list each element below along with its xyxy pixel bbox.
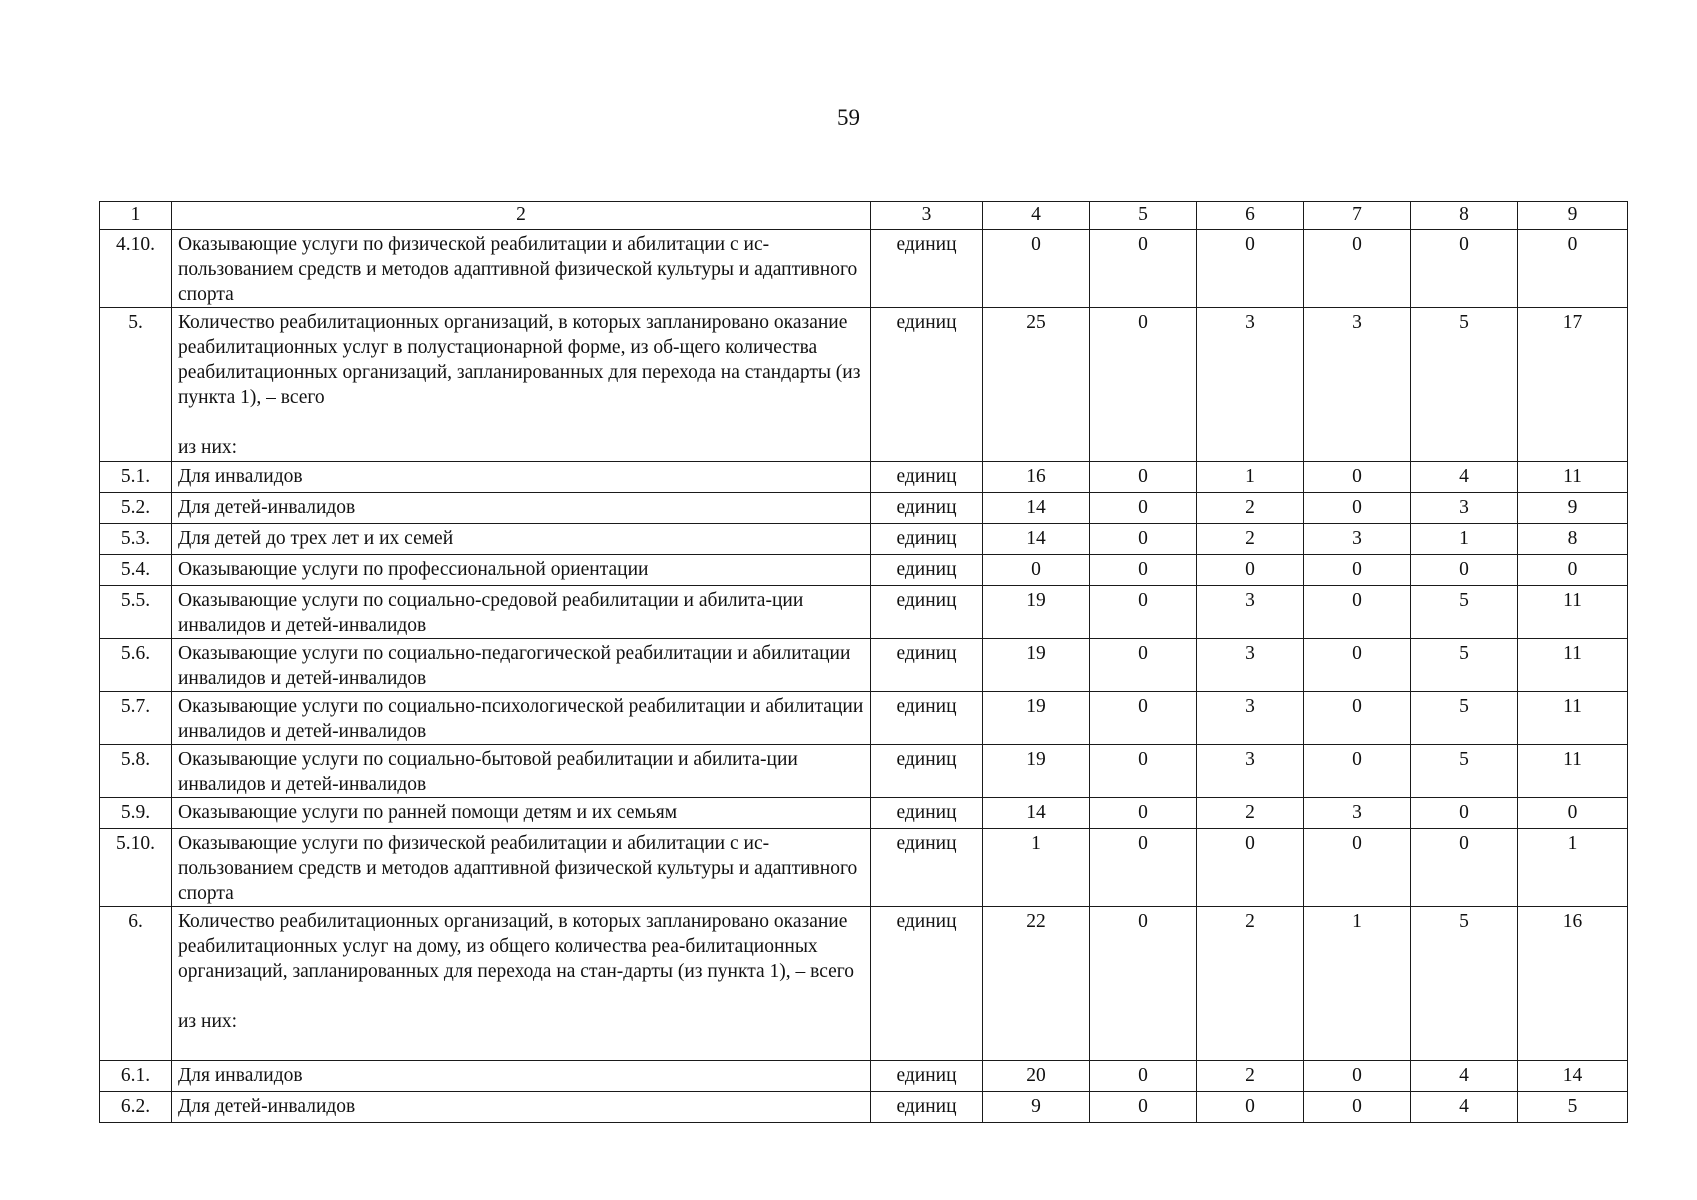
row-unit: единиц [871, 745, 983, 798]
row-unit: единиц [871, 798, 983, 829]
row-description [172, 692, 871, 745]
row-value-col-5: 0 [1090, 308, 1197, 462]
row-value-col-9: 0 [1518, 798, 1628, 829]
row-value-col-9: 0 [1518, 230, 1628, 308]
row-number: 6.2. [100, 1092, 172, 1123]
row-value-col-4: 19 [983, 692, 1090, 745]
row-unit: единиц [871, 230, 983, 308]
row-unit: единиц [871, 639, 983, 692]
row-value-col-7: 0 [1304, 1061, 1411, 1092]
row-value-col-9: 0 [1518, 555, 1628, 586]
row-description-text: Оказывающие услуги по ранней помощи детям и их семьям [178, 802, 678, 823]
row-value-col-8: 3 [1411, 493, 1518, 524]
row-number: 5. [100, 308, 172, 462]
row-unit: единиц [871, 493, 983, 524]
row-value-col-6: 0 [1197, 555, 1304, 586]
row-unit: единиц [871, 692, 983, 745]
row-description-text: Оказывающие услуги по физической реабилитации и абилитации с ис-пользованием средств и методов адаптивной физической культуры и адаптивного спорта [178, 234, 858, 305]
row-value-col-9: 1 [1518, 829, 1628, 907]
row-description-text: Для детей до трех лет и их семей [178, 528, 454, 549]
row-value-col-6: 3 [1197, 308, 1304, 462]
row-number: 5.10. [100, 829, 172, 907]
row-unit: единиц [871, 829, 983, 907]
row-description-text: Оказывающие услуги по социально-педагогической реабилитации и абилитации инвалидов и детей-инвалидов [178, 643, 851, 689]
row-value-col-7: 0 [1304, 462, 1411, 493]
row-description-text: Для инвалидов [178, 1065, 303, 1086]
row-value-col-8: 5 [1411, 692, 1518, 745]
row-value-col-5: 0 [1090, 829, 1197, 907]
table-row [100, 907, 1628, 1061]
header-cell-5: 5 [1090, 202, 1197, 230]
header-cell-9: 9 [1518, 202, 1628, 230]
row-value-col-7: 0 [1304, 493, 1411, 524]
row-value-col-4: 0 [983, 555, 1090, 586]
row-value-col-9: 14 [1518, 1061, 1628, 1092]
row-description [172, 308, 871, 462]
data-table [99, 201, 1628, 1123]
row-number: 5.2. [100, 493, 172, 524]
row-value-col-8: 5 [1411, 586, 1518, 639]
row-value-col-5: 0 [1090, 555, 1197, 586]
row-value-col-6: 1 [1197, 462, 1304, 493]
table-row [100, 639, 1628, 692]
row-unit: единиц [871, 1092, 983, 1123]
row-value-col-8: 5 [1411, 308, 1518, 462]
row-value-col-6: 3 [1197, 692, 1304, 745]
row-value-col-7: 0 [1304, 639, 1411, 692]
row-value-col-6: 2 [1197, 798, 1304, 829]
row-description [172, 798, 871, 829]
row-value-col-9: 11 [1518, 462, 1628, 493]
row-value-col-8: 0 [1411, 829, 1518, 907]
row-value-col-5: 0 [1090, 493, 1197, 524]
table-row [100, 829, 1628, 907]
row-value-col-5: 0 [1090, 1092, 1197, 1123]
row-description [172, 586, 871, 639]
row-value-col-9: 11 [1518, 586, 1628, 639]
row-description-text: Оказывающие услуги по социально-средовой реабилитации и абилита-ции инвалидов и детей-инвалидов [178, 590, 804, 636]
row-unit: единиц [871, 1061, 983, 1092]
row-number: 5.1. [100, 462, 172, 493]
row-description [172, 524, 871, 555]
row-value-col-4: 19 [983, 639, 1090, 692]
row-value-col-5: 0 [1090, 586, 1197, 639]
row-description-text: Для инвалидов [178, 466, 303, 487]
table-row [100, 692, 1628, 745]
row-number: 5.8. [100, 745, 172, 798]
row-number: 4.10. [100, 230, 172, 308]
row-value-col-6: 2 [1197, 1061, 1304, 1092]
row-value-col-6: 2 [1197, 524, 1304, 555]
row-value-col-4: 19 [983, 586, 1090, 639]
row-value-col-5: 0 [1090, 639, 1197, 692]
row-value-col-9: 16 [1518, 907, 1628, 1061]
row-description [172, 1061, 871, 1092]
row-description [172, 555, 871, 586]
row-value-col-9: 11 [1518, 639, 1628, 692]
row-value-col-7: 0 [1304, 692, 1411, 745]
table-row [100, 524, 1628, 555]
row-value-col-4: 16 [983, 462, 1090, 493]
row-value-col-7: 0 [1304, 230, 1411, 308]
table-row [100, 555, 1628, 586]
row-description-text: Для детей-инвалидов [178, 497, 356, 518]
row-unit: единиц [871, 462, 983, 493]
header-cell-3: 3 [871, 202, 983, 230]
table-body [100, 202, 1628, 1123]
row-value-col-6: 0 [1197, 1092, 1304, 1123]
row-value-col-4: 9 [983, 1092, 1090, 1123]
row-value-col-6: 0 [1197, 829, 1304, 907]
row-number: 6. [100, 907, 172, 1061]
table-row [100, 1092, 1628, 1123]
table-row [100, 1061, 1628, 1092]
row-value-col-9: 11 [1518, 745, 1628, 798]
row-description-text: Оказывающие услуги по социально-бытовой реабилитации и абилита-ции инвалидов и детей-инвалидов [178, 749, 798, 795]
header-cell-2: 2 [172, 202, 871, 230]
row-description [172, 493, 871, 524]
row-description [172, 829, 871, 907]
row-value-col-9: 9 [1518, 493, 1628, 524]
header-cell-1: 1 [100, 202, 172, 230]
row-number: 5.3. [100, 524, 172, 555]
table-row [100, 798, 1628, 829]
row-value-col-8: 5 [1411, 907, 1518, 1061]
header-cell-7: 7 [1304, 202, 1411, 230]
row-unit: единиц [871, 586, 983, 639]
row-description [172, 230, 871, 308]
row-description-text: Количество реабилитационных организаций, в которых запланировано оказание реабилитационных услуг на дому, из общего количества реа-билитационных организаций, запланированных для перехода на стан-дарты (из пункта 1), – всего [178, 911, 855, 982]
row-value-col-4: 20 [983, 1061, 1090, 1092]
row-value-col-8: 0 [1411, 555, 1518, 586]
header-cell-6: 6 [1197, 202, 1304, 230]
header-cell-4: 4 [983, 202, 1090, 230]
row-value-col-8: 4 [1411, 462, 1518, 493]
row-description [172, 639, 871, 692]
row-value-col-5: 0 [1090, 524, 1197, 555]
row-unit: единиц [871, 308, 983, 462]
row-unit: единиц [871, 555, 983, 586]
row-description-text: Оказывающие услуги по социально-психологической реабилитации и абилитации инвалидов и детей-инвалидов [178, 696, 864, 742]
row-number: 5.7. [100, 692, 172, 745]
row-value-col-7: 0 [1304, 555, 1411, 586]
row-description [172, 745, 871, 798]
header-cell-8: 8 [1411, 202, 1518, 230]
row-value-col-9: 11 [1518, 692, 1628, 745]
row-value-col-5: 0 [1090, 798, 1197, 829]
table-row [100, 308, 1628, 462]
row-value-col-6: 3 [1197, 586, 1304, 639]
row-description-text: Для детей-инвалидов [178, 1096, 356, 1117]
row-description [172, 1092, 871, 1123]
table-row [100, 745, 1628, 798]
row-description-text: Количество реабилитационных организаций, в которых запланировано оказание реабилитационных услуг в полустационарной форме, из об-щего количества реабилитационных организаций, запланированных для перехода на стандарты (из пункта 1), – всего [178, 312, 861, 408]
row-value-col-6: 3 [1197, 745, 1304, 798]
row-value-col-4: 14 [983, 524, 1090, 555]
row-unit: единиц [871, 907, 983, 1061]
row-description [172, 907, 871, 1061]
row-value-col-7: 3 [1304, 524, 1411, 555]
row-value-col-6: 2 [1197, 907, 1304, 1061]
row-unit: единиц [871, 524, 983, 555]
row-value-col-5: 0 [1090, 462, 1197, 493]
row-number: 5.4. [100, 555, 172, 586]
row-value-col-8: 5 [1411, 745, 1518, 798]
row-value-col-9: 17 [1518, 308, 1628, 462]
row-number: 5.6. [100, 639, 172, 692]
table-row [100, 493, 1628, 524]
row-value-col-9: 8 [1518, 524, 1628, 555]
table-row [100, 462, 1628, 493]
row-value-col-5: 0 [1090, 907, 1197, 1061]
row-value-col-8: 0 [1411, 230, 1518, 308]
row-value-col-7: 0 [1304, 829, 1411, 907]
row-value-col-4: 19 [983, 745, 1090, 798]
row-value-col-9: 5 [1518, 1092, 1628, 1123]
row-value-col-6: 2 [1197, 493, 1304, 524]
row-value-col-5: 0 [1090, 692, 1197, 745]
row-value-col-7: 0 [1304, 1092, 1411, 1123]
row-value-col-5: 0 [1090, 230, 1197, 308]
row-value-col-7: 0 [1304, 586, 1411, 639]
row-value-col-5: 0 [1090, 1061, 1197, 1092]
row-value-col-4: 22 [983, 907, 1090, 1061]
row-description-text: Оказывающие услуги по физической реабилитации и абилитации с ис-пользованием средств и методов адаптивной физической культуры и адаптивного спорта [178, 833, 858, 904]
row-value-col-6: 0 [1197, 230, 1304, 308]
row-value-col-8: 0 [1411, 798, 1518, 829]
row-value-col-4: 14 [983, 798, 1090, 829]
row-number: 6.1. [100, 1061, 172, 1092]
row-value-col-4: 1 [983, 829, 1090, 907]
row-value-col-4: 0 [983, 230, 1090, 308]
table-row [100, 586, 1628, 639]
row-description [172, 462, 871, 493]
row-value-col-4: 25 [983, 308, 1090, 462]
row-value-col-7: 0 [1304, 745, 1411, 798]
row-value-col-8: 4 [1411, 1061, 1518, 1092]
row-value-col-4: 14 [983, 493, 1090, 524]
row-value-col-7: 3 [1304, 798, 1411, 829]
table-row [100, 230, 1628, 308]
row-value-col-8: 4 [1411, 1092, 1518, 1123]
row-sub-note: из них: [178, 437, 238, 458]
row-value-col-6: 3 [1197, 639, 1304, 692]
row-description-text: Оказывающие услуги по профессиональной ориентации [178, 559, 649, 580]
table-header-row [100, 202, 1628, 230]
page-number: 59 [837, 105, 860, 130]
row-value-col-7: 3 [1304, 308, 1411, 462]
row-value-col-8: 1 [1411, 524, 1518, 555]
row-value-col-8: 5 [1411, 639, 1518, 692]
row-value-col-7: 1 [1304, 907, 1411, 1061]
row-sub-note: из них: [178, 1011, 238, 1032]
row-value-col-5: 0 [1090, 745, 1197, 798]
row-number: 5.5. [100, 586, 172, 639]
row-number: 5.9. [100, 798, 172, 829]
